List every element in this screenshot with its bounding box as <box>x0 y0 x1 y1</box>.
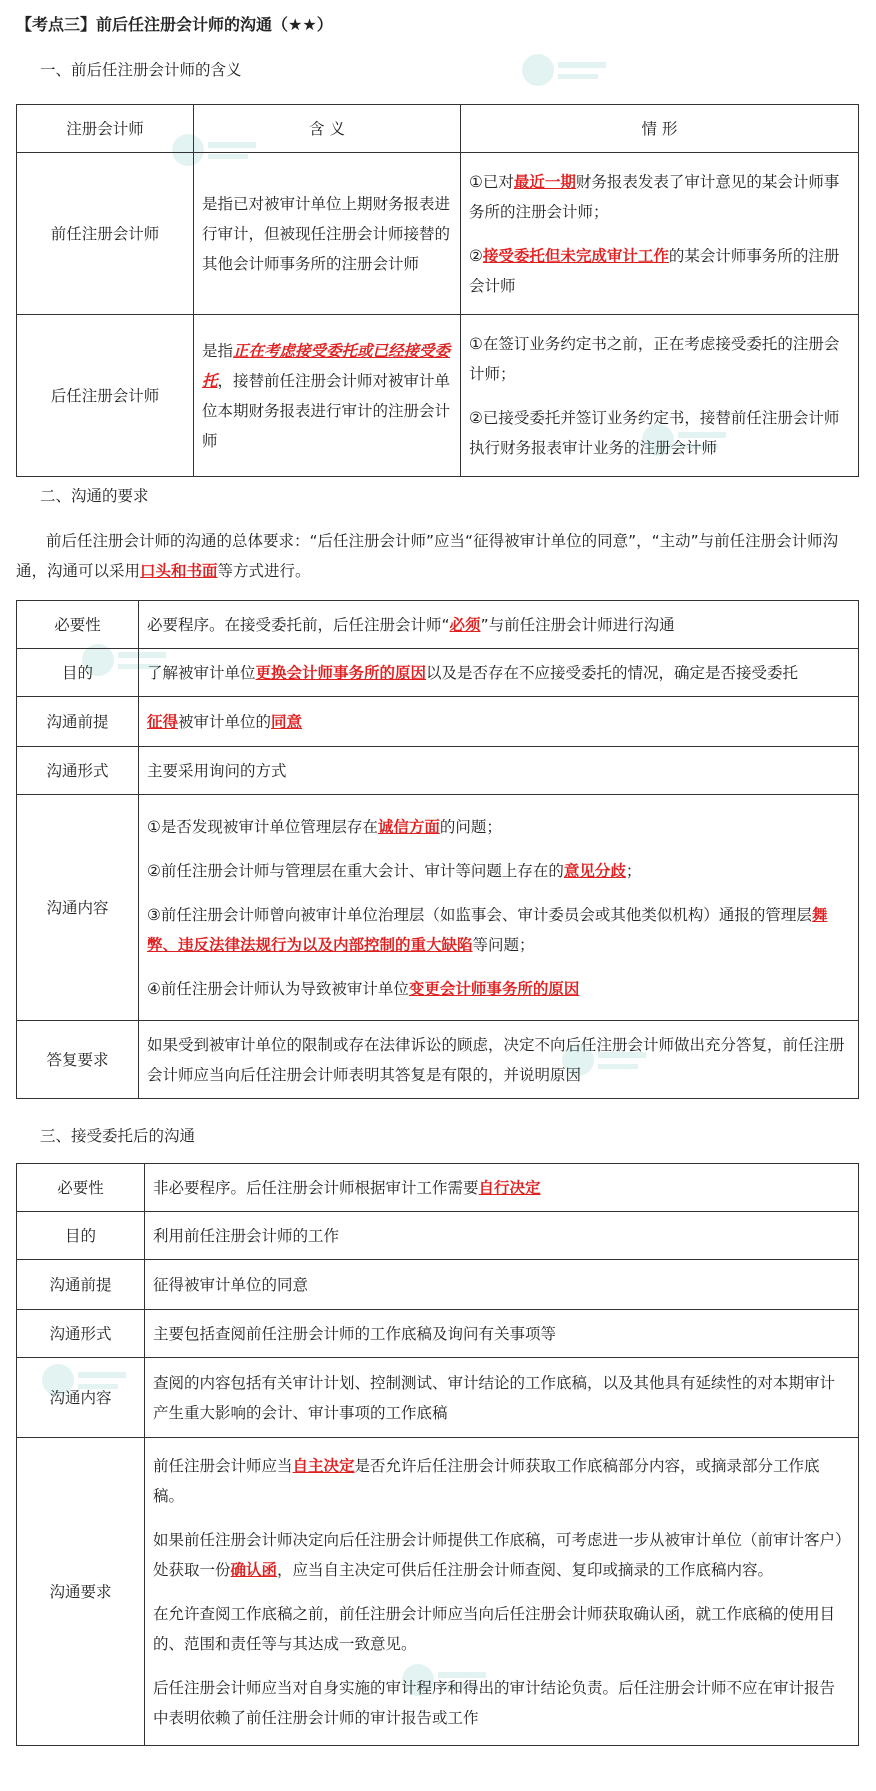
communication-requirements-table <box>16 600 859 1099</box>
section-2-heading: 二、沟通的要求 <box>40 487 149 505</box>
section-3-heading: 三、接受委托后的沟通 <box>40 1127 196 1145</box>
row-label: 后任注册会计师 <box>17 315 194 477</box>
table-row: 答复要求 如果受到被审计单位的限制或存在法律诉讼的顾虑，决定不向后任注册会计师做出充分答复，前任注册会计师应当向后任注册会计师表明其答复是有限的，并说明原因 <box>17 1021 859 1099</box>
table-row: 沟通前提 征得被审计单位的同意 <box>17 1260 859 1310</box>
table-row: 沟通内容 查阅的内容包括有关审计计划、控制测试、审计结论的工作底稿，以及其他具有延续性的对本期审计产生重大影响的会计、审计事项的工作底稿 <box>17 1358 859 1438</box>
table-row-predecessor <box>17 153 859 315</box>
table-row: 沟通要求 前任注册会计师应当自主决定是否允许后任注册会计师获取工作底稿部分内容，或摘录部分工作底稿。 如果前任注册会计师决定向后任注册会计师提供工作底稿，可考虑进一步从被审计单位（前审计客户）处获取一份确认函，应当自主决定可供后任注册会计师查阅、复印或摘录的工作底稿内容。 在允许查阅工作底稿之前，前任注册会计师应当向后任注册会计师获取确认函，就工作底稿的使用目的、范围和责任等与其达成一致意见。 后任注册会计师应当对自身实施的审计程序和得出的审计结论负责。后任注册会计师不应在审计报告中表明依赖了前任注册会计师的审计报告或工作 <box>17 1438 859 1746</box>
table-row: 沟通形式 主要包括查阅前任注册会计师的工作底稿及询问有关事项等 <box>17 1310 859 1358</box>
col-header-situation: 情 形 <box>461 105 859 153</box>
table-header-row <box>17 105 859 153</box>
situation-cell: ①在签订业务约定书之前，正在考虑接受委托的注册会计师； ②已接受委托并签订业务约定书，接替前任注册会计师执行财务报表审计业务的注册会计师 <box>461 315 859 477</box>
col-header-meaning: 含 义 <box>194 105 461 153</box>
table-row-successor <box>17 315 859 477</box>
definition-table <box>16 104 859 477</box>
meaning-cell: 是指正在考虑接受委托或已经接受委托，接替前任注册会计师对被审计单位本期财务报表进行审计的注册会计师 <box>194 315 461 477</box>
table-row: 沟通形式 主要采用询问的方式 <box>17 747 859 795</box>
page-title: 【考点三】前后任注册会计师的沟通（★★） <box>16 15 333 34</box>
section-2-intro: 前后任注册会计师的沟通的总体要求：“后任注册会计师”应当“征得被审计单位的同意”，“主动”与前任注册会计师沟通，沟通可以采用口头和书面等方式进行。 <box>16 532 839 580</box>
post-acceptance-table <box>16 1163 859 1746</box>
table-row: 沟通内容 ①是否发现被审计单位管理层存在诚信方面的问题； ②前任注册会计师与管理层在重大会计、审计等问题上存在的意见分歧； ③前任注册会计师曾向被审计单位治理层（如监事会、审计委员会或其他类似机构）通报的管理层舞弊、违反法律法规行为以及内部控制的重大缺陷等问题； ④前任注册会计师认为导致被审计单位变更会计师事务所的原因 <box>17 795 859 1021</box>
table-row: 沟通前提 征得被审计单位的同意 <box>17 697 859 747</box>
section-1-heading: 一、前后任注册会计师的含义 <box>40 61 242 79</box>
table-row: 必要性 必要程序。在接受委托前，后任注册会计师“必须”与前任注册会计师进行沟通 <box>17 601 859 649</box>
table-row: 目的 利用前任注册会计师的工作 <box>17 1212 859 1260</box>
col-header-cpa: 注册会计师 <box>17 105 194 153</box>
situation-cell: ①已对最近一期财务报表发表了审计意见的某会计师事务所的注册会计师； ②接受委托但未完成审计工作的某会计师事务所的注册会计师 <box>461 153 859 315</box>
meaning-cell: 是指已对被审计单位上期财务报表进行审计，但被现任注册会计师接替的其他会计师事务所的注册会计师 <box>194 153 461 315</box>
watermark-logo-icon <box>520 50 610 90</box>
table-row: 目的 了解被审计单位更换会计师事务所的原因以及是否存在不应接受委托的情况，确定是否接受委托 <box>17 649 859 697</box>
table-row: 必要性 非必要程序。后任注册会计师根据审计工作需要自行决定 <box>17 1164 859 1212</box>
row-label: 前任注册会计师 <box>17 153 194 315</box>
